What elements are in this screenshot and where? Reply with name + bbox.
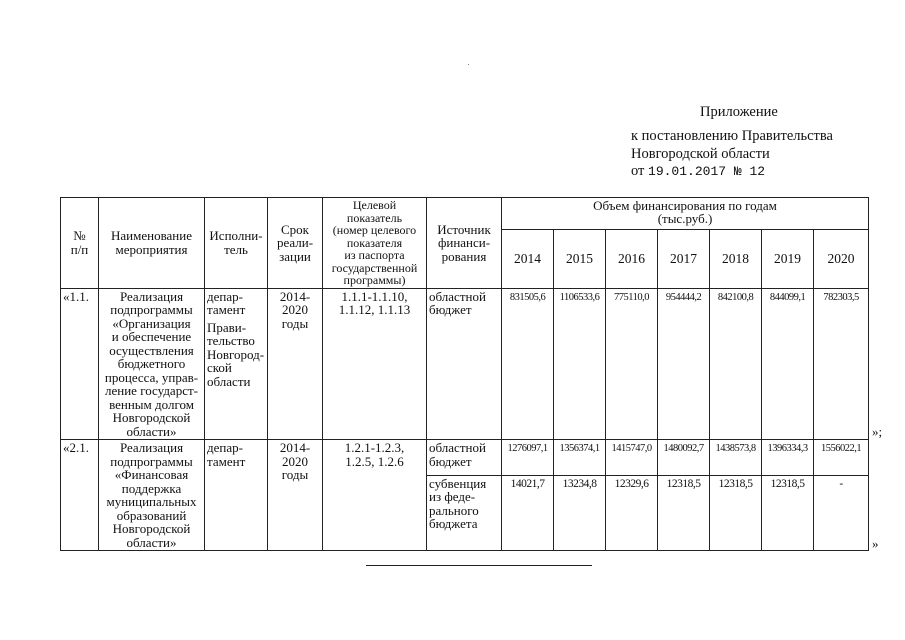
value-cell: 954444,2 bbox=[658, 288, 710, 440]
year-cell: 2017 bbox=[658, 230, 710, 288]
year-cell: 2019 bbox=[762, 230, 814, 288]
value-cell: 1556022,1 bbox=[814, 440, 869, 476]
value-cell: 13234,8 bbox=[554, 475, 606, 550]
row-target: 1.2.1-1.2.3, 1.2.5, 1.2.6 bbox=[323, 440, 427, 551]
row-executor: депар- тамент bbox=[205, 440, 268, 551]
head-num: № п/п bbox=[61, 198, 99, 289]
value-cell: 1415747,0 bbox=[606, 440, 658, 476]
value-cell: 1276097,1 bbox=[502, 440, 554, 476]
year-cell: 2018 bbox=[710, 230, 762, 288]
value-cell: 12318,5 bbox=[710, 475, 762, 550]
scan-speck bbox=[468, 64, 469, 65]
row-name: Реализация подпрограммы «Организация и обеспечение осуществления бюджетного процесса, управ- ление государст- венным долгом Новгородской области» bbox=[99, 288, 205, 440]
region-name: Новгородской области bbox=[631, 146, 770, 162]
row-source: субвенция из феде- рального бюджета bbox=[427, 475, 502, 550]
value-cell: 1356374,1 bbox=[554, 440, 606, 476]
row-source: областной бюджет bbox=[427, 288, 502, 440]
value-cell: 775110,0 bbox=[606, 288, 658, 440]
row-executor bbox=[205, 288, 268, 440]
executor-line: депар- тамент bbox=[207, 288, 246, 317]
head-term: Срок реали- зации bbox=[268, 198, 323, 289]
funding-table bbox=[60, 197, 869, 551]
row-target: 1.1.1-1.1.10, 1.1.12, 1.1.13 bbox=[323, 288, 427, 440]
year-cell: 2014 bbox=[502, 230, 554, 288]
value-cell: 1396334,3 bbox=[762, 440, 814, 476]
table-head-row bbox=[61, 198, 869, 230]
value-cell: 1438573,8 bbox=[710, 440, 762, 476]
head-funding: Объем финансирования по годам (тыс.руб.) bbox=[502, 198, 869, 230]
value-cell: 831505,6 bbox=[502, 288, 554, 440]
table-row bbox=[61, 440, 869, 476]
appendix-label: Приложение bbox=[700, 104, 778, 120]
value-cell: 844099,1 bbox=[762, 288, 814, 440]
document-date bbox=[631, 163, 765, 180]
row-source: областной бюджет bbox=[427, 440, 502, 476]
value-cell: 12329,6 bbox=[606, 475, 658, 550]
row-term: 2014- 2020 годы bbox=[268, 288, 323, 440]
value-cell: 12318,5 bbox=[762, 475, 814, 550]
separator-line bbox=[366, 565, 592, 566]
resolution-reference: к постановлению Правительства bbox=[631, 128, 833, 144]
row-term: 2014- 2020 годы bbox=[268, 440, 323, 551]
closing-quote-semicolon: »; bbox=[872, 424, 883, 439]
value-cell: - bbox=[814, 475, 869, 550]
year-cell: 2020 bbox=[814, 230, 869, 288]
executor-line: Прави- тельство Новгород- ской области bbox=[207, 319, 265, 389]
closing-quote: » bbox=[872, 536, 879, 551]
date-prefix: от bbox=[631, 163, 645, 179]
head-target: Целевой показатель (номер целевого показателя из паспорта государственной программы) bbox=[323, 198, 427, 289]
head-executor: Исполни- тель bbox=[205, 198, 268, 289]
value-cell: 842100,8 bbox=[710, 288, 762, 440]
value-cell: 12318,5 bbox=[658, 475, 710, 550]
date-value: 19.01.2017 № 12 bbox=[648, 164, 766, 179]
value-cell: 782303,5 bbox=[814, 288, 869, 440]
table-row bbox=[61, 288, 869, 440]
value-cell: 14021,7 bbox=[502, 475, 554, 550]
head-source: Источник финанси- рования bbox=[427, 198, 502, 289]
row-num: «1.1. bbox=[61, 288, 99, 440]
value-cell: 1480092,7 bbox=[658, 440, 710, 476]
row-name: Реализация подпрограммы «Финансовая поддержка муниципальных образований Новгородской области» bbox=[99, 440, 205, 551]
year-cell: 2016 bbox=[606, 230, 658, 288]
head-name: Наименование мероприятия bbox=[99, 198, 205, 289]
year-cell: 2015 bbox=[554, 230, 606, 288]
value-cell: 1106533,6 bbox=[554, 288, 606, 440]
row-num: «2.1. bbox=[61, 440, 99, 551]
